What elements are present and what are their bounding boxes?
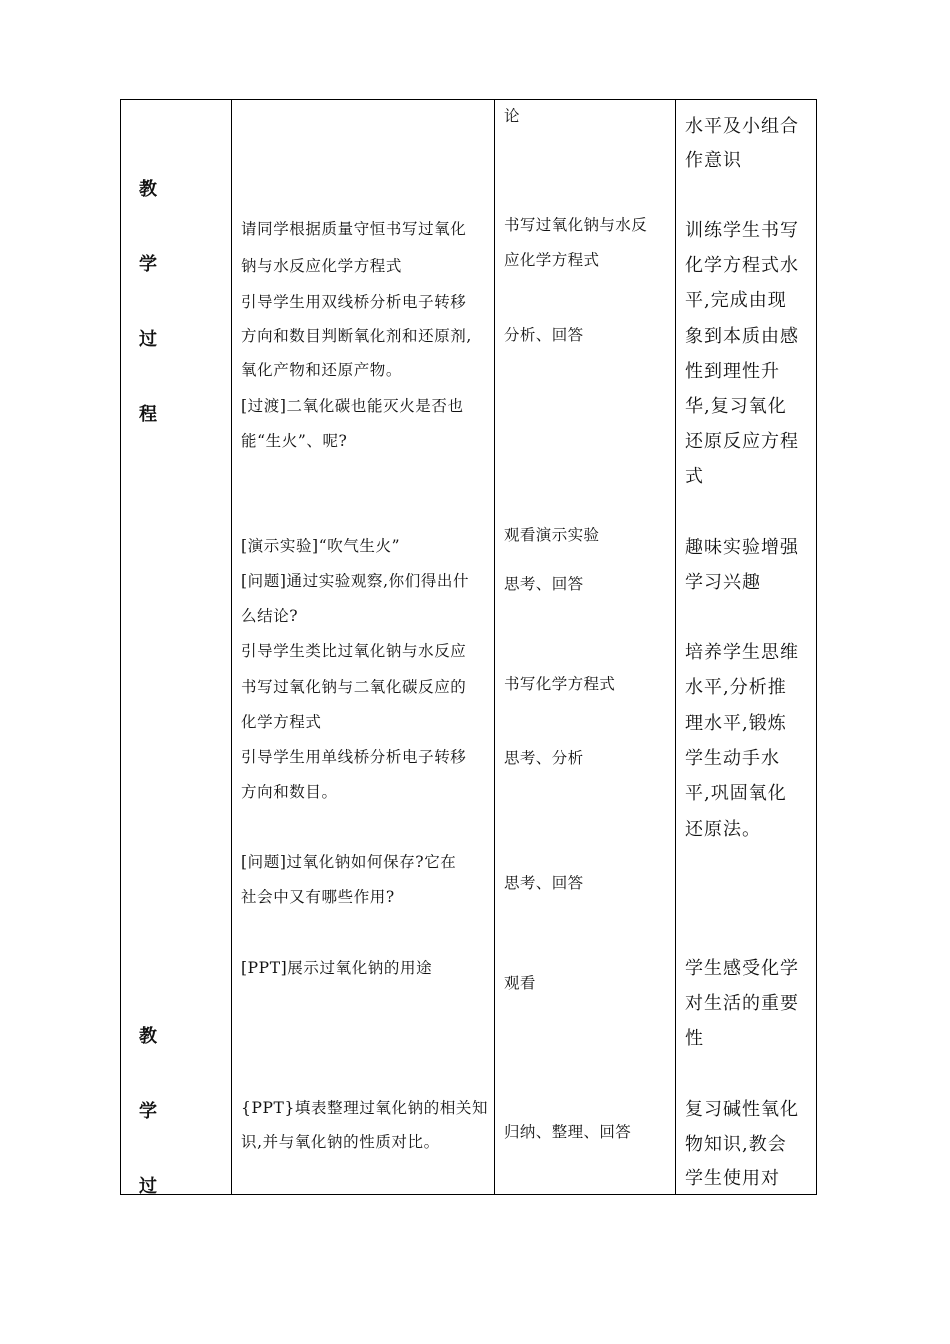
design-intent-line: 式 — [685, 466, 704, 487]
teacher-activity-line: 钠与水反应化学方程式 — [241, 257, 403, 275]
teacher-activity-line: 氧化产物和还原产物。 — [241, 361, 403, 379]
design-intent-line: 化学方程式水 — [685, 255, 799, 276]
design-intent-line: 学生动手水 — [685, 748, 780, 769]
student-activity-line: 书写化学方程式 — [504, 675, 616, 693]
student-activity-line: 应化学方程式 — [504, 251, 600, 269]
teacher-activity-line: [问题]通过实验观察,你们得出什 — [241, 572, 470, 590]
stage-label-char: 过 — [139, 329, 157, 350]
teacher-activity-line: 请同学根据质量守恒书写过氧化 — [241, 220, 467, 238]
teacher-activity-line: [PPT]展示过氧化钠的用途 — [241, 959, 433, 977]
teacher-activity-line: [演示实验]“吹气生火” — [241, 537, 401, 555]
teacher-activity-line: 书写过氧化钠与二氧化碳反应的 — [241, 678, 467, 696]
teacher-activity-line: 么结论? — [241, 607, 299, 625]
student-activity-line: 书写过氧化钠与水反 — [504, 216, 648, 234]
column-divider — [231, 99, 232, 1195]
teacher-activity-line: 引导学生用双线桥分析电子转移 — [241, 293, 467, 311]
design-intent-line: 性到理性升 — [685, 361, 780, 382]
design-intent-line: 物知识,教会 — [685, 1134, 787, 1155]
design-intent-line: 复习碱性氧化 — [685, 1099, 799, 1120]
design-intent-line: 平,巩固氧化 — [685, 783, 787, 804]
design-intent-line: 还原反应方程 — [685, 431, 799, 452]
design-intent-line: 象到本质由感 — [685, 326, 799, 347]
teacher-activity-line: [问题]过氧化钠如何保存?它在 — [241, 853, 457, 871]
teacher-activity-line: 引导学生类比过氧化钠与水反应 — [241, 642, 467, 660]
student-activity-line: 分析、回答 — [504, 326, 584, 344]
teacher-activity-line: 引导学生用单线桥分析电子转移 — [241, 748, 467, 766]
stage-label-char: 程 — [139, 404, 157, 425]
design-intent-line: 理水平,锻炼 — [685, 713, 787, 734]
design-intent-line: 培养学生思维 — [685, 642, 799, 663]
student-activity-line: 思考、回答 — [504, 575, 584, 593]
stage-label-char: 教 — [139, 1026, 157, 1047]
teacher-activity-line: {PPT}填表整理过氧化钠的相关知 — [241, 1099, 489, 1117]
teacher-activity-line: 能“生火”、呢? — [241, 432, 348, 450]
column-divider — [675, 99, 676, 1195]
design-intent-line: 作意识 — [685, 150, 742, 171]
design-intent-line: 华,复习氧化 — [685, 396, 787, 417]
design-intent-line: 还原法。 — [685, 819, 761, 840]
teacher-activity-line: [过渡]二氧化碳也能灭火是否也 — [241, 397, 464, 415]
design-intent-line: 学生使用对 — [685, 1168, 780, 1189]
student-activity-line: 观看 — [504, 974, 536, 992]
teacher-activity-line: 方向和数目。 — [241, 783, 338, 801]
teacher-activity-line: 社会中又有哪些作用? — [241, 888, 395, 906]
design-intent-line: 学习兴趣 — [685, 572, 761, 593]
student-activity-line: 思考、分析 — [504, 749, 584, 767]
student-activity-line: 思考、回答 — [504, 874, 584, 892]
design-intent-line: 趣味实验增强 — [685, 537, 799, 558]
design-intent-line: 平,完成由现 — [685, 290, 787, 311]
stage-label-char: 学 — [139, 1101, 157, 1122]
column-divider — [494, 99, 495, 1195]
design-intent-line: 性 — [685, 1028, 704, 1049]
design-intent-line: 水平及小组合 — [685, 116, 799, 137]
teacher-activity-line: 化学方程式 — [241, 713, 322, 731]
stage-label-char: 教 — [139, 179, 157, 200]
teacher-activity-line: 方向和数目判断氧化剂和还原剂, — [241, 327, 472, 345]
design-intent-line: 水平,分析推 — [685, 677, 787, 698]
design-intent-line: 训练学生书写 — [685, 220, 799, 241]
stage-label-char: 学 — [139, 254, 157, 275]
teacher-activity-line: 识,并与氧化钠的性质对比。 — [241, 1133, 440, 1151]
stage-label-char: 过 — [139, 1176, 157, 1197]
student-activity-line: 归纳、整理、回答 — [504, 1123, 632, 1141]
design-intent-line: 学生感受化学 — [685, 958, 799, 979]
student-activity-line: 观看演示实验 — [504, 526, 600, 544]
design-intent-line: 对生活的重要 — [685, 993, 799, 1014]
student-activity-line: 论 — [504, 107, 520, 125]
